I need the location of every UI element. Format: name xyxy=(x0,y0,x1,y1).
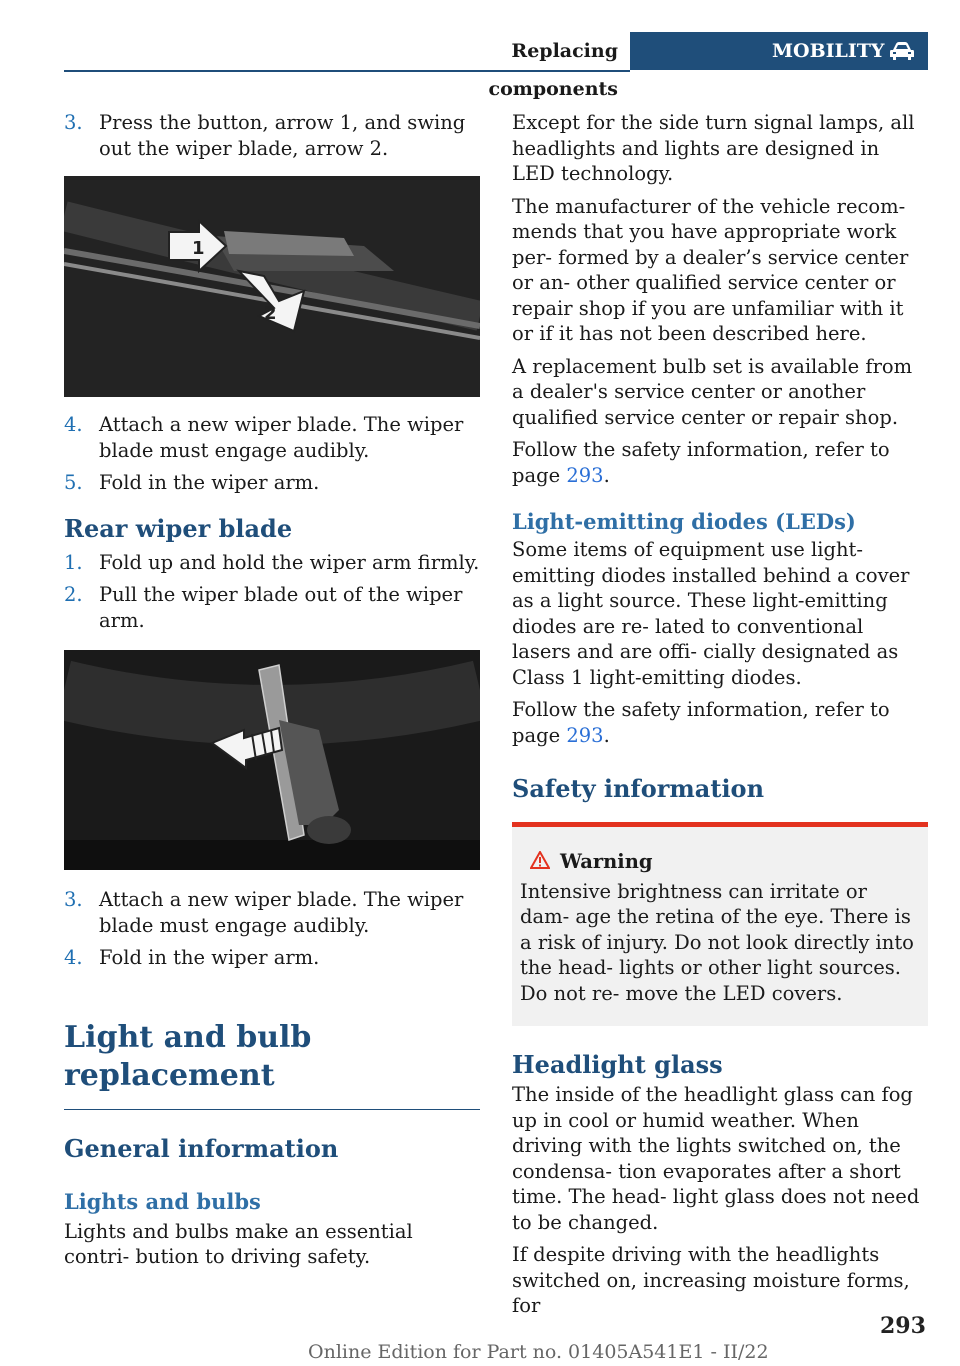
step-number: 1. xyxy=(64,550,83,574)
section-heading: Light and bulb replacement xyxy=(64,1019,480,1110)
step-item xyxy=(64,887,480,938)
step-item xyxy=(64,582,480,633)
header-chapter-title: MOBILITY xyxy=(772,40,885,62)
header-chapter-bar xyxy=(630,32,928,70)
warning-triangle-icon xyxy=(530,851,550,869)
step-text: Fold in the wiper arm. xyxy=(99,946,320,969)
step-number: 2. xyxy=(64,583,83,606)
header-rule xyxy=(64,70,630,72)
right-column xyxy=(512,110,928,1319)
warning-title: Warning xyxy=(560,850,653,873)
warning-header xyxy=(520,849,920,875)
step-item xyxy=(64,412,480,463)
step-item xyxy=(64,110,480,161)
header-section-title: Replacing components xyxy=(488,40,618,100)
figure-label-1: 1 xyxy=(192,238,205,259)
safety-heading: Safety information xyxy=(512,774,765,803)
warning-text: Intensive brightness can irritate or dam‐ age the retina of the eye. There is a risk of injury. Do not look directly into the head‐ lights or other light sources. Do not re‐ move the LED covers. xyxy=(520,879,914,1005)
step-item xyxy=(64,470,480,496)
paragraph: Lights and bulbs make an essential contri‐ bution to driving safety. xyxy=(64,1219,413,1268)
page-number: 293 xyxy=(880,1313,926,1339)
headlight-glass-heading: Headlight glass xyxy=(512,1050,723,1079)
page-link[interactable]: 293 xyxy=(566,723,604,747)
step-number: 4. xyxy=(64,413,83,436)
page-link[interactable]: 293 xyxy=(566,463,604,487)
subsection-heading: General information xyxy=(64,1133,339,1163)
left-column xyxy=(64,110,480,1270)
step-item xyxy=(64,945,480,971)
rear-wiper-heading: Rear wiper blade xyxy=(64,513,293,543)
paragraph: A replacement bulb set is available from a dealer's service center or another qualified service center or repair shop. xyxy=(512,354,913,429)
step-text: Press the button, arrow 1, and swing out the wiper blade, arrow 2. xyxy=(99,111,466,160)
warning-box xyxy=(512,822,928,1026)
car-icon xyxy=(889,41,915,61)
paragraph: Except for the side turn signal lamps, all headlights and lights are designed in LED technology. xyxy=(512,111,915,185)
step-text: Pull the wiper blade out of the wiper arm. xyxy=(99,583,463,632)
paragraph xyxy=(512,437,928,488)
front-wiper-illustration xyxy=(64,176,480,397)
sub-subsection-heading: Lights and bulbs xyxy=(64,1188,261,1214)
step-text: Attach a new wiper blade. The wiper blade must engage audibly. xyxy=(99,413,464,462)
step-number: 3. xyxy=(64,888,83,911)
rear-wiper-figure xyxy=(64,650,480,870)
led-heading: Light-emitting diodes (LEDs) xyxy=(512,509,856,534)
step-number: 5. xyxy=(64,471,83,494)
paragraph-punct: . xyxy=(603,723,610,747)
step-number: 3. xyxy=(64,111,83,134)
step-number: 4. xyxy=(64,946,83,969)
step-item xyxy=(64,550,480,576)
step-text: Fold up and hold the wiper arm firmly. xyxy=(99,550,480,574)
edition-footer: Online Edition for Part no. 01405A541E1 - II/22 xyxy=(308,1341,769,1363)
paragraph: The manufacturer of the vehicle recom‐ mends that you have appropriate work per‐ formed by a dealer’s service center or an‐ other qualified service center or repair shop if you are unfamiliar with it or if it has not been described here. xyxy=(512,194,909,345)
paragraph: Some items of equipment use light-emitting diodes installed behind a cover as a light source. These light-emitting diodes are re‐ lated to conventional lasers and are offi‐ cially designated as Class 1 light-emitting diodes. xyxy=(512,538,910,689)
figure-label-2: 2 xyxy=(264,303,277,324)
paragraph-punct: . xyxy=(603,463,610,487)
paragraph xyxy=(512,697,928,748)
rear-wiper-illustration xyxy=(64,650,480,870)
step-text: Fold in the wiper arm. xyxy=(99,471,320,494)
paragraph-text: Follow the safety information, refer to page xyxy=(512,438,890,487)
step-text: Attach a new wiper blade. The wiper blade must engage audibly. xyxy=(99,888,464,937)
front-wiper-figure xyxy=(64,176,480,397)
paragraph: The inside of the headlight glass can fog up in cool or humid weather. When driving with the lights switched on, the condensa‐ tion evaporates after a short time. The head‐ light glass does not need to be changed. xyxy=(512,1083,920,1234)
paragraph: If despite driving with the headlights switched on, increasing moisture forms, for xyxy=(512,1243,910,1317)
paragraph-text: Follow the safety information, refer to page xyxy=(512,698,890,747)
